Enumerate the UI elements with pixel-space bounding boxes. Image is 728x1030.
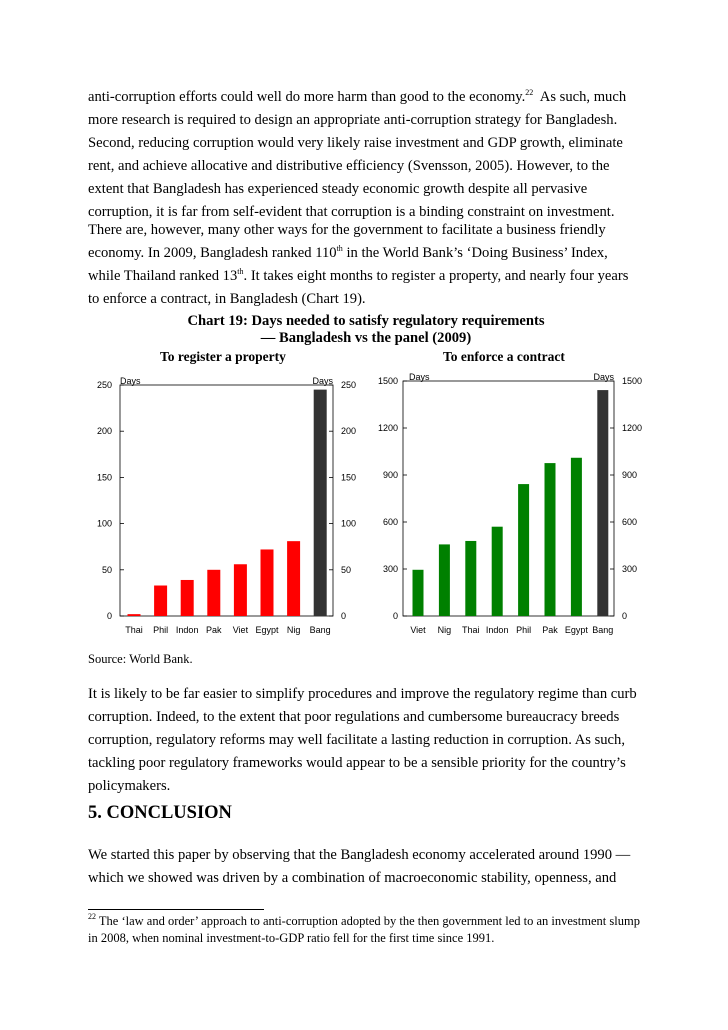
y-tick-label-right: 0 xyxy=(622,611,628,621)
bar-thai xyxy=(465,541,476,616)
text-line: more research is required to design an appropriate anti-corruption strategy for Bangladesh. xyxy=(88,112,618,128)
text-span: . It takes eight months to register a property, and nearly four years xyxy=(243,268,629,284)
bar-phil xyxy=(154,586,167,616)
x-tick-label-viet: Viet xyxy=(410,625,426,635)
superscript: th xyxy=(237,267,244,276)
text-span: while Thailand ranked 13 xyxy=(88,268,238,284)
y-tick-label-right: 50 xyxy=(341,564,352,575)
text-line: There are, however, many other ways for the government to facilitate a business friendly xyxy=(88,222,606,238)
x-tick-label-phil: Phil xyxy=(516,625,532,635)
y-tick-label-left: 150 xyxy=(96,472,112,483)
text-span: The ‘law and order’ approach to anti-corruption adopted by the then government led to an investment slump xyxy=(96,914,640,928)
y-tick-label-right: 1200 xyxy=(622,423,643,433)
chart-frame-1 xyxy=(403,381,614,616)
y-tick-label-left: 0 xyxy=(106,611,112,621)
y-tick-label-left: 50 xyxy=(101,564,112,575)
chart-title: Chart 19: Days needed to satisfy regulatory requirements xyxy=(187,313,545,329)
bar-viet xyxy=(413,570,424,616)
y-axis-label-right: Days xyxy=(312,376,333,386)
bar-indon xyxy=(492,527,503,616)
x-tick-label-pak: Pak xyxy=(206,625,222,635)
text-line: corruption, it is far from self-evident that corruption is a binding constraint on investment. xyxy=(88,204,615,220)
y-tick-label-right: 0 xyxy=(341,611,347,621)
bar-bang xyxy=(314,390,327,616)
bar-thai xyxy=(128,614,141,616)
x-tick-label-thai: Thai xyxy=(125,625,143,635)
bar-pak xyxy=(207,570,220,616)
text-line: corruption. Indeed, to the extent that poor regulations and cumbersome bureaucracy breeds xyxy=(88,709,620,725)
y-tick-label-left: 200 xyxy=(96,426,112,437)
bar-egypt xyxy=(261,549,274,616)
text-line: We started this paper by observing that the Bangladesh economy accelerated around 1990 — xyxy=(88,847,631,863)
x-tick-label-thai: Thai xyxy=(462,625,480,635)
y-tick-label-left: 900 xyxy=(382,470,398,480)
x-tick-label-egypt: Egypt xyxy=(255,625,279,635)
footnote xyxy=(88,913,644,947)
bar-indon xyxy=(181,580,194,616)
y-axis-label-left: Days xyxy=(120,376,141,386)
y-tick-label-right: 200 xyxy=(341,426,357,437)
chart-subtitle: — Bangladesh vs the panel (2009) xyxy=(260,330,472,346)
bar-egypt xyxy=(571,458,582,616)
paragraph-conclusion xyxy=(88,844,644,890)
y-tick-label-right: 300 xyxy=(622,564,638,574)
x-tick-label-egypt: Egypt xyxy=(564,625,588,635)
bar-phil xyxy=(518,484,529,616)
x-tick-label-pak: Pak xyxy=(542,625,558,635)
y-tick-label-left: 1200 xyxy=(377,423,398,433)
text-line: extent that Bangladesh has experienced steady economic growth despite all pervasive xyxy=(88,181,588,197)
bar-pak xyxy=(545,463,556,616)
y-tick-label-left: 250 xyxy=(96,380,112,390)
y-tick-label-right: 150 xyxy=(341,472,357,483)
text-line: It is likely to be far easier to simplify procedures and improve the regulatory regime than curb xyxy=(88,686,637,702)
y-tick-label-left: 1500 xyxy=(377,376,398,386)
x-tick-label-bang: Bang xyxy=(592,625,614,635)
bar-nig xyxy=(439,544,450,616)
text-line: corruption, regulatory reforms may well facilitate a lasting reduction in corruption. As such, xyxy=(88,732,625,748)
x-tick-label-nig: Nig xyxy=(437,625,452,635)
y-tick-label-right: 250 xyxy=(341,380,357,390)
text-span: As such, much xyxy=(533,89,627,105)
footnote-line: in 2008, when nominal investment-to-GDP ratio fell for the first time since 1991. xyxy=(88,931,495,945)
source-note: Source: World Bank. xyxy=(88,652,193,666)
chart-left-title: To register a property xyxy=(160,349,286,364)
x-tick-label-nig: Nig xyxy=(286,625,301,635)
bar-bang xyxy=(597,390,608,616)
x-tick-label-phil: Phil xyxy=(153,625,169,635)
x-tick-label-viet: Viet xyxy=(232,625,249,635)
y-tick-label-left: 100 xyxy=(96,518,112,529)
text-line: tackling poor regulatory frameworks would appear to be a sensible priority for the country’s xyxy=(88,755,626,771)
superscript: th xyxy=(336,244,343,253)
y-tick-label-left: 600 xyxy=(382,517,398,527)
y-tick-label-right: 600 xyxy=(622,517,638,527)
text-span: anti-corruption efforts could well do more harm than good to the economy. xyxy=(88,89,526,105)
x-tick-label-bang: Bang xyxy=(309,625,331,635)
text-line: rent, and achieve allocative and distributive efficiency (Svensson, 2005). However, to the xyxy=(88,158,610,174)
text-span: in the World Bank’s ‘Doing Business’ Index, xyxy=(342,245,608,261)
footnote-line xyxy=(88,913,644,930)
text-line: policymakers. xyxy=(88,778,171,794)
y-tick-label-right: 1500 xyxy=(622,376,643,386)
paragraph-regulatory xyxy=(88,683,644,798)
text-line: Second, reducing corruption would very likely raise investment and GDP growth, eliminate xyxy=(88,135,623,151)
y-tick-label-left: 300 xyxy=(382,564,398,574)
y-tick-label-left: 0 xyxy=(392,611,398,621)
x-tick-label-indon: Indon xyxy=(175,625,199,635)
section-heading: 5. CONCLUSION xyxy=(88,803,232,823)
footnote-divider xyxy=(88,909,264,910)
footnote-marker: 22 xyxy=(88,912,96,921)
chart-frame-0 xyxy=(120,385,333,616)
y-tick-label-right: 100 xyxy=(341,518,357,529)
x-tick-label-indon: Indon xyxy=(485,625,509,635)
bar-viet xyxy=(234,564,247,616)
text-line: which we showed was driven by a combination of macroeconomic stability, openness, and xyxy=(88,870,617,886)
text-line: to enforce a contract, in Bangladesh (Chart 19). xyxy=(88,291,366,307)
bar-nig xyxy=(287,541,300,616)
chart-right-title: To enforce a contract xyxy=(443,349,565,364)
text-span: economy. In 2009, Bangladesh ranked 110 xyxy=(88,245,337,261)
y-axis-label-left: Days xyxy=(409,372,430,382)
y-tick-label-right: 900 xyxy=(622,470,638,480)
y-axis-label-right: Days xyxy=(593,372,614,382)
footnote-reference[interactable]: 22 xyxy=(525,88,534,97)
